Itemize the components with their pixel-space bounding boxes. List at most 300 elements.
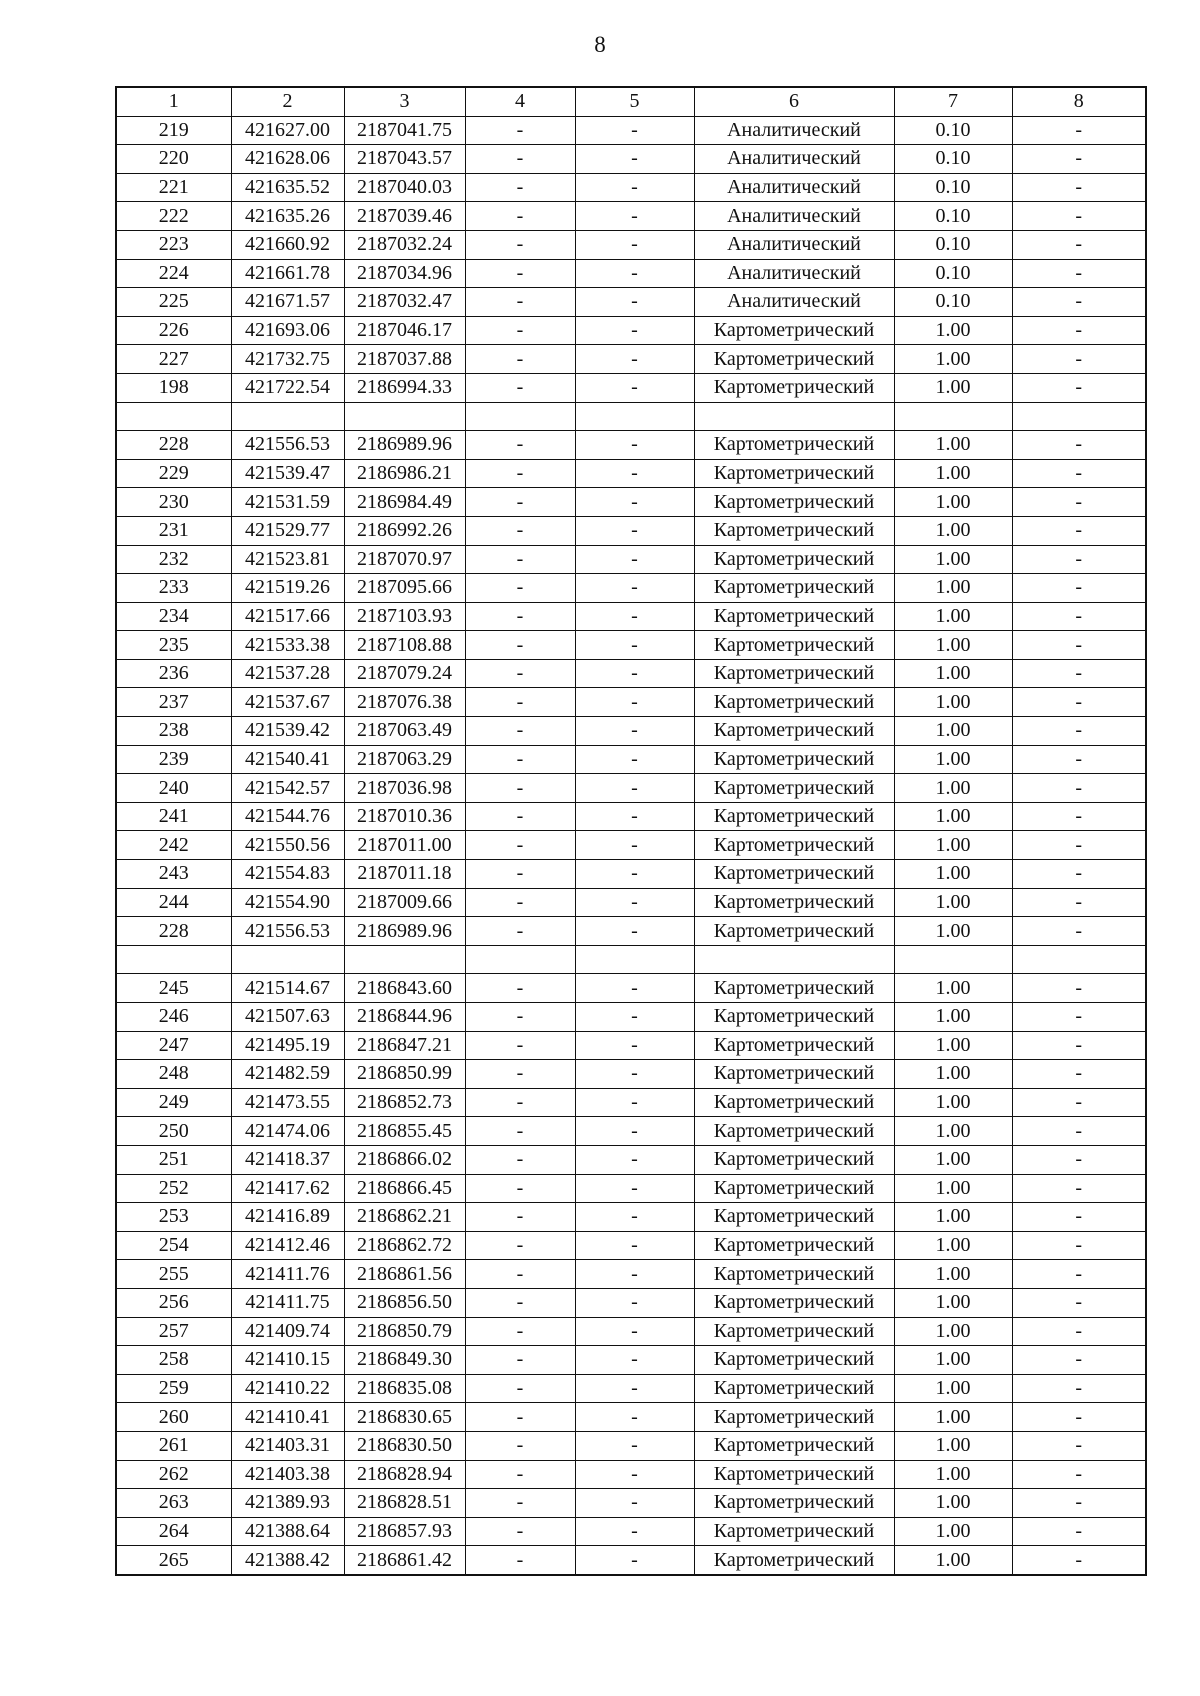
column-8-cell: - (1012, 459, 1146, 488)
column-4-cell: - (465, 688, 575, 717)
x-coordinate-cell: 421519.26 (231, 574, 344, 603)
column-4-cell: - (465, 802, 575, 831)
point-number-cell: 264 (116, 1517, 231, 1546)
x-coordinate-cell: 421389.93 (231, 1489, 344, 1518)
x-coordinate-cell: 421537.67 (231, 688, 344, 717)
point-number-cell: 252 (116, 1174, 231, 1203)
point-number-cell: 247 (116, 1031, 231, 1060)
y-coordinate-cell: 2187011.18 (344, 860, 465, 889)
y-coordinate-cell: 2187011.00 (344, 831, 465, 860)
y-coordinate-cell: 2186989.96 (344, 431, 465, 460)
x-coordinate-cell: 421474.06 (231, 1117, 344, 1146)
x-coordinate-cell: 421523.81 (231, 545, 344, 574)
column-5-cell: - (575, 1489, 694, 1518)
method-cell: Картометрический (694, 316, 894, 345)
x-coordinate-cell: 421418.37 (231, 1145, 344, 1174)
y-coordinate-cell: 2187032.24 (344, 230, 465, 259)
table-row (116, 1203, 1146, 1232)
x-coordinate-cell: 421533.38 (231, 631, 344, 660)
column-4-cell: - (465, 116, 575, 145)
point-number-cell: 258 (116, 1346, 231, 1375)
accuracy-cell: 1.00 (894, 1031, 1012, 1060)
point-number-cell: 198 (116, 373, 231, 402)
column-4-cell: - (465, 345, 575, 374)
accuracy-cell: 0.10 (894, 145, 1012, 174)
column-4-cell: - (465, 230, 575, 259)
column-8-cell: - (1012, 602, 1146, 631)
accuracy-cell: 1.00 (894, 631, 1012, 660)
column-4-cell: - (465, 631, 575, 660)
accuracy-cell: 0.10 (894, 202, 1012, 231)
method-cell: Картометрический (694, 1203, 894, 1232)
y-coordinate-cell: 2186861.56 (344, 1260, 465, 1289)
x-coordinate-cell: 421495.19 (231, 1031, 344, 1060)
header-cell: 4 (465, 87, 575, 116)
accuracy-cell: 1.00 (894, 1546, 1012, 1575)
column-8-cell: - (1012, 917, 1146, 946)
table-row (116, 230, 1146, 259)
column-5-cell: - (575, 1060, 694, 1089)
table-row (116, 888, 1146, 917)
accuracy-cell: 1.00 (894, 1403, 1012, 1432)
point-number-cell: 237 (116, 688, 231, 717)
column-8-cell: - (1012, 745, 1146, 774)
y-coordinate-cell: 2186847.21 (344, 1031, 465, 1060)
column-5-cell: - (575, 831, 694, 860)
y-coordinate-cell: 2187039.46 (344, 202, 465, 231)
method-cell: Картометрический (694, 373, 894, 402)
table-row (116, 345, 1146, 374)
column-4-cell: - (465, 373, 575, 402)
table-row (116, 1374, 1146, 1403)
column-8-cell: - (1012, 1145, 1146, 1174)
column-8-cell: - (1012, 1260, 1146, 1289)
y-coordinate-cell: 2186986.21 (344, 459, 465, 488)
table-row (116, 1003, 1146, 1032)
column-4-cell: - (465, 1088, 575, 1117)
x-coordinate-cell: 421627.00 (231, 116, 344, 145)
method-cell: Картометрический (694, 345, 894, 374)
accuracy-cell: 1.00 (894, 1460, 1012, 1489)
accuracy-cell: 1.00 (894, 860, 1012, 889)
column-5-cell: - (575, 1288, 694, 1317)
method-cell: Картометрический (694, 917, 894, 946)
y-coordinate-cell: 2186855.45 (344, 1117, 465, 1146)
column-4-cell: - (465, 1060, 575, 1089)
table-row (116, 145, 1146, 174)
x-coordinate-cell: 421409.74 (231, 1317, 344, 1346)
y-coordinate-cell: 2187032.47 (344, 288, 465, 317)
y-coordinate-cell: 2186984.49 (344, 488, 465, 517)
accuracy-cell: 1.00 (894, 602, 1012, 631)
column-5-cell: - (575, 1145, 694, 1174)
column-8-cell: - (1012, 774, 1146, 803)
point-number-cell: 243 (116, 860, 231, 889)
x-coordinate-cell: 421412.46 (231, 1231, 344, 1260)
point-number-cell: 254 (116, 1231, 231, 1260)
column-5-cell (575, 945, 694, 974)
column-8-cell: - (1012, 860, 1146, 889)
x-coordinate-cell: 421554.90 (231, 888, 344, 917)
column-8-cell (1012, 945, 1146, 974)
column-8-cell: - (1012, 888, 1146, 917)
column-5-cell: - (575, 545, 694, 574)
y-coordinate-cell: 2186830.50 (344, 1431, 465, 1460)
table-row (116, 1489, 1146, 1518)
point-number-cell: 229 (116, 459, 231, 488)
accuracy-cell: 1.00 (894, 545, 1012, 574)
column-8-cell: - (1012, 173, 1146, 202)
accuracy-cell: 1.00 (894, 717, 1012, 746)
column-4-cell: - (465, 602, 575, 631)
column-5-cell (575, 402, 694, 431)
method-cell: Картометрический (694, 860, 894, 889)
column-5-cell: - (575, 888, 694, 917)
column-4-cell: - (465, 659, 575, 688)
column-8-cell: - (1012, 1374, 1146, 1403)
y-coordinate-cell: 2186843.60 (344, 974, 465, 1003)
accuracy-cell: 1.00 (894, 1174, 1012, 1203)
accuracy-cell: 1.00 (894, 888, 1012, 917)
x-coordinate-cell: 421628.06 (231, 145, 344, 174)
column-8-cell: - (1012, 288, 1146, 317)
accuracy-cell: 1.00 (894, 659, 1012, 688)
x-coordinate-cell: 421722.54 (231, 373, 344, 402)
table-row (116, 659, 1146, 688)
y-coordinate-cell: 2187076.38 (344, 688, 465, 717)
table-row (116, 831, 1146, 860)
accuracy-cell: 1.00 (894, 1145, 1012, 1174)
method-cell: Картометрический (694, 1346, 894, 1375)
column-4-cell: - (465, 917, 575, 946)
y-coordinate-cell: 2187103.93 (344, 602, 465, 631)
column-4-cell: - (465, 1346, 575, 1375)
accuracy-cell: 1.00 (894, 1060, 1012, 1089)
y-coordinate-cell: 2186861.42 (344, 1546, 465, 1575)
table-row (116, 1517, 1146, 1546)
point-number-cell: 227 (116, 345, 231, 374)
x-coordinate-cell: 421529.77 (231, 516, 344, 545)
method-cell: Картометрический (694, 545, 894, 574)
column-4-cell: - (465, 459, 575, 488)
point-number-cell: 228 (116, 917, 231, 946)
column-4-cell: - (465, 1546, 575, 1575)
x-coordinate-cell: 421542.57 (231, 774, 344, 803)
column-5-cell: - (575, 1460, 694, 1489)
column-5-cell: - (575, 688, 694, 717)
column-5-cell: - (575, 1260, 694, 1289)
method-cell: Картометрический (694, 631, 894, 660)
column-4-cell: - (465, 860, 575, 889)
table-row (116, 745, 1146, 774)
column-8-cell: - (1012, 1031, 1146, 1060)
y-coordinate-cell: 2187063.49 (344, 717, 465, 746)
column-4-cell: - (465, 1288, 575, 1317)
x-coordinate-cell: 421410.41 (231, 1403, 344, 1432)
method-cell: Картометрический (694, 516, 894, 545)
table-row (116, 516, 1146, 545)
x-coordinate-cell: 421417.62 (231, 1174, 344, 1203)
column-4-cell: - (465, 145, 575, 174)
method-cell: Картометрический (694, 1031, 894, 1060)
accuracy-cell: 1.00 (894, 917, 1012, 946)
column-4-cell: - (465, 173, 575, 202)
accuracy-cell: 0.10 (894, 288, 1012, 317)
table-row (116, 1260, 1146, 1289)
x-coordinate-cell: 421411.75 (231, 1288, 344, 1317)
header-cell: 7 (894, 87, 1012, 116)
accuracy-cell: 1.00 (894, 488, 1012, 517)
column-5-cell: - (575, 1174, 694, 1203)
table-row (116, 459, 1146, 488)
point-number-cell: 262 (116, 1460, 231, 1489)
column-4-cell: - (465, 1174, 575, 1203)
point-number-cell: 222 (116, 202, 231, 231)
column-8-cell: - (1012, 631, 1146, 660)
column-5-cell: - (575, 745, 694, 774)
point-number-cell: 239 (116, 745, 231, 774)
x-coordinate-cell: 421539.42 (231, 717, 344, 746)
column-5-cell: - (575, 659, 694, 688)
accuracy-cell: 1.00 (894, 574, 1012, 603)
accuracy-cell: 1.00 (894, 1288, 1012, 1317)
y-coordinate-cell: 2187063.29 (344, 745, 465, 774)
y-coordinate-cell: 2186852.73 (344, 1088, 465, 1117)
column-8-cell: - (1012, 1517, 1146, 1546)
table-row (116, 173, 1146, 202)
y-coordinate-cell: 2187043.57 (344, 145, 465, 174)
column-5-cell: - (575, 259, 694, 288)
point-number-cell: 265 (116, 1546, 231, 1575)
column-4-cell: - (465, 717, 575, 746)
table-row (116, 288, 1146, 317)
y-coordinate-cell: 2187070.97 (344, 545, 465, 574)
column-5-cell: - (575, 345, 694, 374)
method-cell: Картометрический (694, 1460, 894, 1489)
header-cell: 1 (116, 87, 231, 116)
point-number-cell: 246 (116, 1003, 231, 1032)
column-4-cell: - (465, 1260, 575, 1289)
column-5-cell: - (575, 431, 694, 460)
column-4-cell: - (465, 888, 575, 917)
y-coordinate-cell: 2186994.33 (344, 373, 465, 402)
table-row (116, 1031, 1146, 1060)
point-number-cell (116, 402, 231, 431)
x-coordinate-cell: 421671.57 (231, 288, 344, 317)
y-coordinate-cell: 2187036.98 (344, 774, 465, 803)
column-5-cell: - (575, 1031, 694, 1060)
x-coordinate-cell: 421660.92 (231, 230, 344, 259)
point-number-cell: 219 (116, 116, 231, 145)
column-5-cell: - (575, 602, 694, 631)
x-coordinate-cell: 421388.42 (231, 1546, 344, 1575)
column-5-cell: - (575, 145, 694, 174)
table-row (116, 1174, 1146, 1203)
y-coordinate-cell: 2186844.96 (344, 1003, 465, 1032)
x-coordinate-cell: 421537.28 (231, 659, 344, 688)
table-row (116, 774, 1146, 803)
y-coordinate-cell: 2186850.79 (344, 1317, 465, 1346)
x-coordinate-cell: 421693.06 (231, 316, 344, 345)
column-8-cell: - (1012, 717, 1146, 746)
accuracy-cell: 1.00 (894, 688, 1012, 717)
x-coordinate-cell: 421507.63 (231, 1003, 344, 1032)
y-coordinate-cell: 2186850.99 (344, 1060, 465, 1089)
column-4-cell: - (465, 831, 575, 860)
point-number-cell: 259 (116, 1374, 231, 1403)
column-5-cell: - (575, 774, 694, 803)
column-8-cell: - (1012, 1174, 1146, 1203)
x-coordinate-cell: 421635.52 (231, 173, 344, 202)
column-8-cell: - (1012, 659, 1146, 688)
x-coordinate-cell (231, 402, 344, 431)
y-coordinate-cell: 2187009.66 (344, 888, 465, 917)
column-8-cell: - (1012, 831, 1146, 860)
accuracy-cell: 1.00 (894, 1489, 1012, 1518)
x-coordinate-cell: 421531.59 (231, 488, 344, 517)
table-row (116, 1317, 1146, 1346)
y-coordinate-cell: 2187037.88 (344, 345, 465, 374)
point-number-cell: 250 (116, 1117, 231, 1146)
y-coordinate-cell: 2186866.45 (344, 1174, 465, 1203)
x-coordinate-cell: 421473.55 (231, 1088, 344, 1117)
y-coordinate-cell: 2187108.88 (344, 631, 465, 660)
x-coordinate-cell: 421403.38 (231, 1460, 344, 1489)
column-8-cell: - (1012, 516, 1146, 545)
column-4-cell: - (465, 516, 575, 545)
y-coordinate-cell: 2186828.94 (344, 1460, 465, 1489)
column-4-cell: - (465, 202, 575, 231)
header-cell: 6 (694, 87, 894, 116)
column-4-cell: - (465, 1117, 575, 1146)
column-5-cell: - (575, 316, 694, 345)
y-coordinate-cell: 2187041.75 (344, 116, 465, 145)
method-cell: Картометрический (694, 1088, 894, 1117)
method-cell: Картометрический (694, 1231, 894, 1260)
table-row (116, 1346, 1146, 1375)
x-coordinate-cell: 421410.15 (231, 1346, 344, 1375)
x-coordinate-cell: 421411.76 (231, 1260, 344, 1289)
x-coordinate-cell: 421556.53 (231, 431, 344, 460)
x-coordinate-cell: 421544.76 (231, 802, 344, 831)
column-4-cell: - (465, 431, 575, 460)
accuracy-cell: 1.00 (894, 1431, 1012, 1460)
method-cell: Картометрический (694, 974, 894, 1003)
method-cell: Картометрический (694, 1517, 894, 1546)
column-8-cell: - (1012, 116, 1146, 145)
y-coordinate-cell: 2186866.02 (344, 1145, 465, 1174)
column-5-cell: - (575, 516, 694, 545)
column-8-cell: - (1012, 688, 1146, 717)
method-cell: Картометрический (694, 431, 894, 460)
column-5-cell: - (575, 1346, 694, 1375)
column-5-cell: - (575, 202, 694, 231)
accuracy-cell: 1.00 (894, 1517, 1012, 1546)
table-row (116, 974, 1146, 1003)
x-coordinate-cell: 421732.75 (231, 345, 344, 374)
column-5-cell: - (575, 1203, 694, 1232)
table-row (116, 545, 1146, 574)
column-4-cell: - (465, 574, 575, 603)
table-row (116, 488, 1146, 517)
point-number-cell: 245 (116, 974, 231, 1003)
table-row (116, 1117, 1146, 1146)
accuracy-cell: 1.00 (894, 1374, 1012, 1403)
method-cell: Картометрический (694, 1403, 894, 1432)
method-cell: Картометрический (694, 1431, 894, 1460)
table-separator-row (116, 402, 1146, 431)
accuracy-cell: 1.00 (894, 974, 1012, 1003)
y-coordinate-cell: 2186830.65 (344, 1403, 465, 1432)
method-cell: Картометрический (694, 888, 894, 917)
table-row (116, 602, 1146, 631)
column-8-cell: - (1012, 574, 1146, 603)
point-number-cell: 242 (116, 831, 231, 860)
table-row (116, 116, 1146, 145)
point-number-cell: 236 (116, 659, 231, 688)
accuracy-cell: 1.00 (894, 1231, 1012, 1260)
y-coordinate-cell: 2187040.03 (344, 173, 465, 202)
table-row (116, 860, 1146, 889)
x-coordinate-cell: 421661.78 (231, 259, 344, 288)
x-coordinate-cell: 421556.53 (231, 917, 344, 946)
table-separator-row (116, 945, 1146, 974)
y-coordinate-cell: 2186835.08 (344, 1374, 465, 1403)
point-number-cell: 232 (116, 545, 231, 574)
accuracy-cell: 1.00 (894, 802, 1012, 831)
method-cell (694, 402, 894, 431)
column-5-cell: - (575, 1517, 694, 1546)
table-row (116, 802, 1146, 831)
method-cell: Картометрический (694, 1174, 894, 1203)
method-cell: Картометрический (694, 459, 894, 488)
column-4-cell: - (465, 1431, 575, 1460)
point-number-cell: 220 (116, 145, 231, 174)
point-number-cell: 221 (116, 173, 231, 202)
column-8-cell: - (1012, 1231, 1146, 1260)
column-8-cell: - (1012, 1431, 1146, 1460)
point-number-cell: 248 (116, 1060, 231, 1089)
x-coordinate-cell: 421416.89 (231, 1203, 344, 1232)
accuracy-cell: 0.10 (894, 116, 1012, 145)
method-cell: Аналитический (694, 173, 894, 202)
column-5-cell: - (575, 802, 694, 831)
method-cell: Картометрический (694, 1060, 894, 1089)
point-number-cell: 225 (116, 288, 231, 317)
column-4-cell: - (465, 1403, 575, 1432)
point-number-cell: 263 (116, 1489, 231, 1518)
header-cell: 5 (575, 87, 694, 116)
point-number-cell: 226 (116, 316, 231, 345)
column-4-cell: - (465, 1517, 575, 1546)
accuracy-cell: 1.00 (894, 745, 1012, 774)
point-number-cell: 238 (116, 717, 231, 746)
y-coordinate-cell: 2186828.51 (344, 1489, 465, 1518)
column-4-cell: - (465, 1374, 575, 1403)
column-8-cell: - (1012, 431, 1146, 460)
column-5-cell: - (575, 459, 694, 488)
method-cell: Аналитический (694, 145, 894, 174)
table-row (116, 1145, 1146, 1174)
table-row (116, 1231, 1146, 1260)
point-number-cell: 228 (116, 431, 231, 460)
table-row (116, 1088, 1146, 1117)
point-number-cell: 260 (116, 1403, 231, 1432)
table-row (116, 1546, 1146, 1575)
column-5-cell: - (575, 1088, 694, 1117)
column-4-cell: - (465, 1489, 575, 1518)
method-cell: Аналитический (694, 288, 894, 317)
